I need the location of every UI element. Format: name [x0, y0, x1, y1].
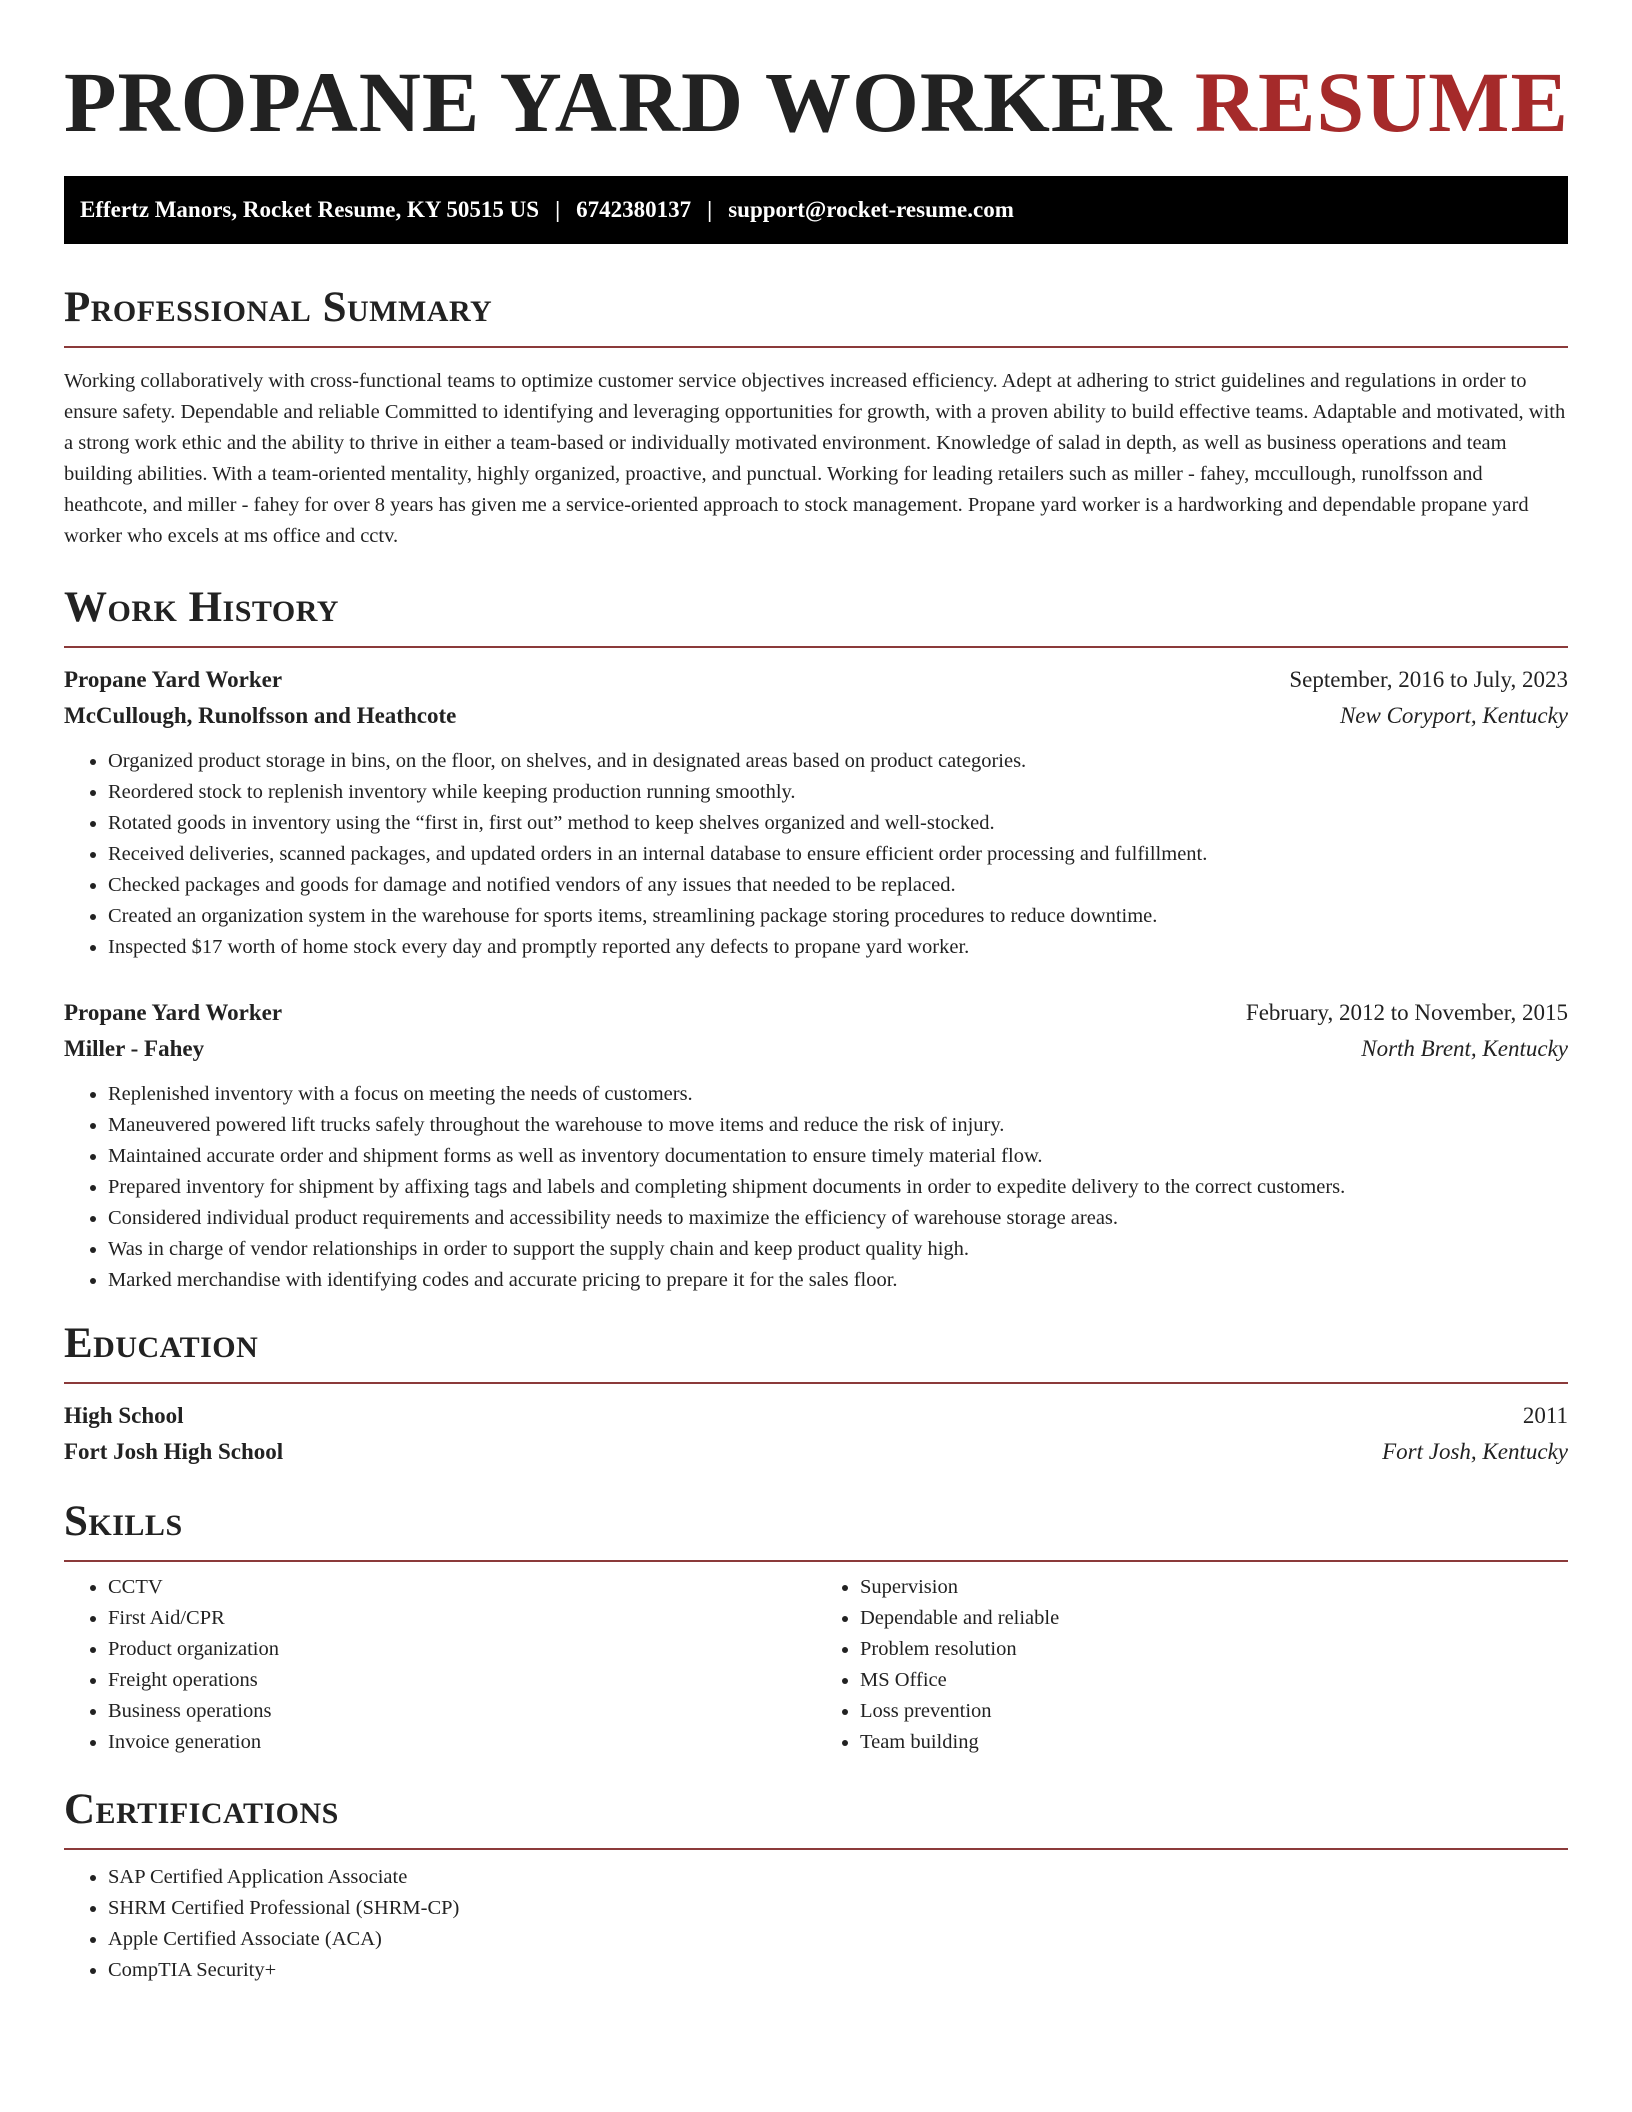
skill-item: • CCTV	[108, 1572, 816, 1603]
certification-item: • SHRM Certified Professional (SHRM-CP)	[108, 1893, 1568, 1924]
skill-item: • Problem resolution	[860, 1634, 1568, 1665]
job-dates: February, 2012 to November, 2015	[1245, 1000, 1568, 1025]
section-divider	[64, 346, 1568, 348]
section-divider	[64, 1382, 1568, 1384]
summary-section	[64, 282, 1568, 552]
skill-item: • Loss prevention	[860, 1696, 1568, 1727]
skill-item: • Business operations	[108, 1696, 816, 1727]
job-bullet: • Organized product storage in bins, on the floor, on shelves, and in designated areas based on product categories.	[108, 746, 1568, 777]
job-company: Miller - Fahey	[64, 1036, 205, 1061]
education-entry	[64, 1398, 1568, 1470]
job-dates: September, 2016 to July, 2023	[1289, 667, 1568, 692]
certification-item: • CompTIA Security+	[108, 1955, 1568, 1986]
skill-item: • First Aid/CPR	[108, 1603, 816, 1634]
job-title-row	[64, 662, 1568, 698]
skill-item: • Product organization	[108, 1634, 816, 1665]
contact-separator: |	[555, 197, 561, 222]
job-bullet: • Received deliveries, scanned packages, and updated orders in an internal database to ensure efficient order processing and fulfillment.	[108, 839, 1568, 870]
job-company: McCullough, Runolfsson and Heathcote	[64, 703, 457, 728]
contact-bar	[64, 176, 1568, 244]
job-bullet: • Considered individual product requirements and accessibility needs to maximize the efficiency of warehouse storage areas.	[108, 1203, 1568, 1234]
job-location: North Brent, Kentucky	[1361, 1036, 1568, 1061]
job-location: New Coryport, Kentucky	[1339, 703, 1568, 728]
job-bullet: • Was in charge of vendor relationships in order to support the supply chain and keep product quality high.	[108, 1234, 1568, 1265]
education-year: 2011	[1522, 1403, 1568, 1428]
resume-title	[64, 52, 1568, 152]
education-school-row	[64, 1434, 1568, 1470]
education-location: Fort Josh, Kentucky	[1382, 1439, 1568, 1464]
skills-list-right	[816, 1572, 1568, 1758]
contact-email: support@rocket-resume.com	[728, 197, 1014, 222]
skill-item: • MS Office	[860, 1665, 1568, 1696]
job-bullet: • Maneuvered powered lift trucks safely throughout the warehouse to move items and reduce the risk of injury.	[108, 1110, 1568, 1141]
title-main: PROPANE YARD WORKER	[64, 54, 1173, 150]
job-bullet: • Prepared inventory for shipment by affixing tags and labels and completing shipment documents in order to expedite delivery to the correct customers.	[108, 1172, 1568, 1203]
job-bullets	[64, 1079, 1568, 1296]
job-entry	[64, 662, 1568, 963]
skills-list-left	[64, 1572, 816, 1758]
job-bullet: • Marked merchandise with identifying codes and accurate pricing to prepare it for the sales floor.	[108, 1265, 1568, 1296]
skills-heading: Skills	[64, 1498, 183, 1545]
job-bullet: • Replenished inventory with a focus on meeting the needs of customers.	[108, 1079, 1568, 1110]
job-title: Propane Yard Worker	[64, 1000, 283, 1025]
education-school: Fort Josh High School	[64, 1439, 284, 1464]
skill-item: • Team building	[860, 1727, 1568, 1758]
skills-section	[64, 1496, 1568, 1758]
job-bullets	[64, 746, 1568, 963]
job-bullet: • Maintained accurate order and shipment forms as well as inventory documentation to ensure timely material flow.	[108, 1141, 1568, 1172]
certification-item: • SAP Certified Application Associate	[108, 1862, 1568, 1893]
job-bullet: • Checked packages and goods for damage and notified vendors of any issues that needed to be replaced.	[108, 870, 1568, 901]
job-bullet: • Created an organization system in the warehouse for sports items, streamlining package storing procedures to reduce downtime.	[108, 901, 1568, 932]
job-entry	[64, 995, 1568, 1296]
certification-item: • Apple Certified Associate (ACA)	[108, 1924, 1568, 1955]
certifications-heading: Certifications	[64, 1786, 339, 1833]
skill-item: • Freight operations	[108, 1665, 816, 1696]
contact-separator: |	[707, 197, 713, 222]
summary-heading: Professional Summary	[64, 284, 493, 331]
education-section	[64, 1318, 1568, 1470]
job-title-row	[64, 995, 1568, 1031]
work-history-heading: Work History	[64, 584, 339, 631]
certifications-section	[64, 1784, 1568, 1986]
skill-item: • Dependable and reliable	[860, 1603, 1568, 1634]
education-degree-row	[64, 1398, 1568, 1434]
job-title: Propane Yard Worker	[64, 667, 283, 692]
education-heading: Education	[64, 1320, 259, 1367]
section-divider	[64, 1848, 1568, 1850]
job-bullet: • Inspected $17 worth of home stock every day and promptly reported any defects to propane yard worker.	[108, 932, 1568, 963]
work-history-section	[64, 582, 1568, 1296]
skills-grid	[64, 1572, 1568, 1758]
section-divider	[64, 1560, 1568, 1562]
job-bullet: • Rotated goods in inventory using the “first in, first out” method to keep shelves organized and well-stocked.	[108, 808, 1568, 839]
summary-text: Working collaboratively with cross-functional teams to optimize customer service objectives increased efficiency. Adept at adhering to strict guidelines and regulations in order to ensure safety. Dependable and reliable Committed to identifying and leveraging opportunities for growth, with a proven ability to build effective teams. Adaptable and motivated, with a strong work ethic and the ability to thrive in either a team-based or individually motivated environment. Knowledge of salad in depth, as well as business operations and team building abilities. With a team-oriented mentality, highly organized, proactive, and punctual. Working for leading retailers such as miller - fahey, mccullough, runolfsson and heathcote, and miller - fahey for over 8 years has given me a service-oriented approach to stock management. Propane yard worker is a hardworking and dependable propane yard worker who excels at ms office and cctv.	[64, 370, 1566, 547]
job-company-row	[64, 1031, 1568, 1067]
job-company-row	[64, 698, 1568, 734]
contact-phone: 6742380137	[576, 197, 692, 222]
skill-item: • Invoice generation	[108, 1727, 816, 1758]
education-degree: High School	[64, 1403, 184, 1428]
certifications-list	[64, 1862, 1568, 1986]
title-accent: RESUME	[1194, 54, 1569, 150]
job-bullet: • Reordered stock to replenish inventory while keeping production running smoothly.	[108, 777, 1568, 808]
skill-item: • Supervision	[860, 1572, 1568, 1603]
contact-address: Effertz Manors, Rocket Resume, KY 50515 US	[80, 197, 540, 222]
section-divider	[64, 646, 1568, 648]
